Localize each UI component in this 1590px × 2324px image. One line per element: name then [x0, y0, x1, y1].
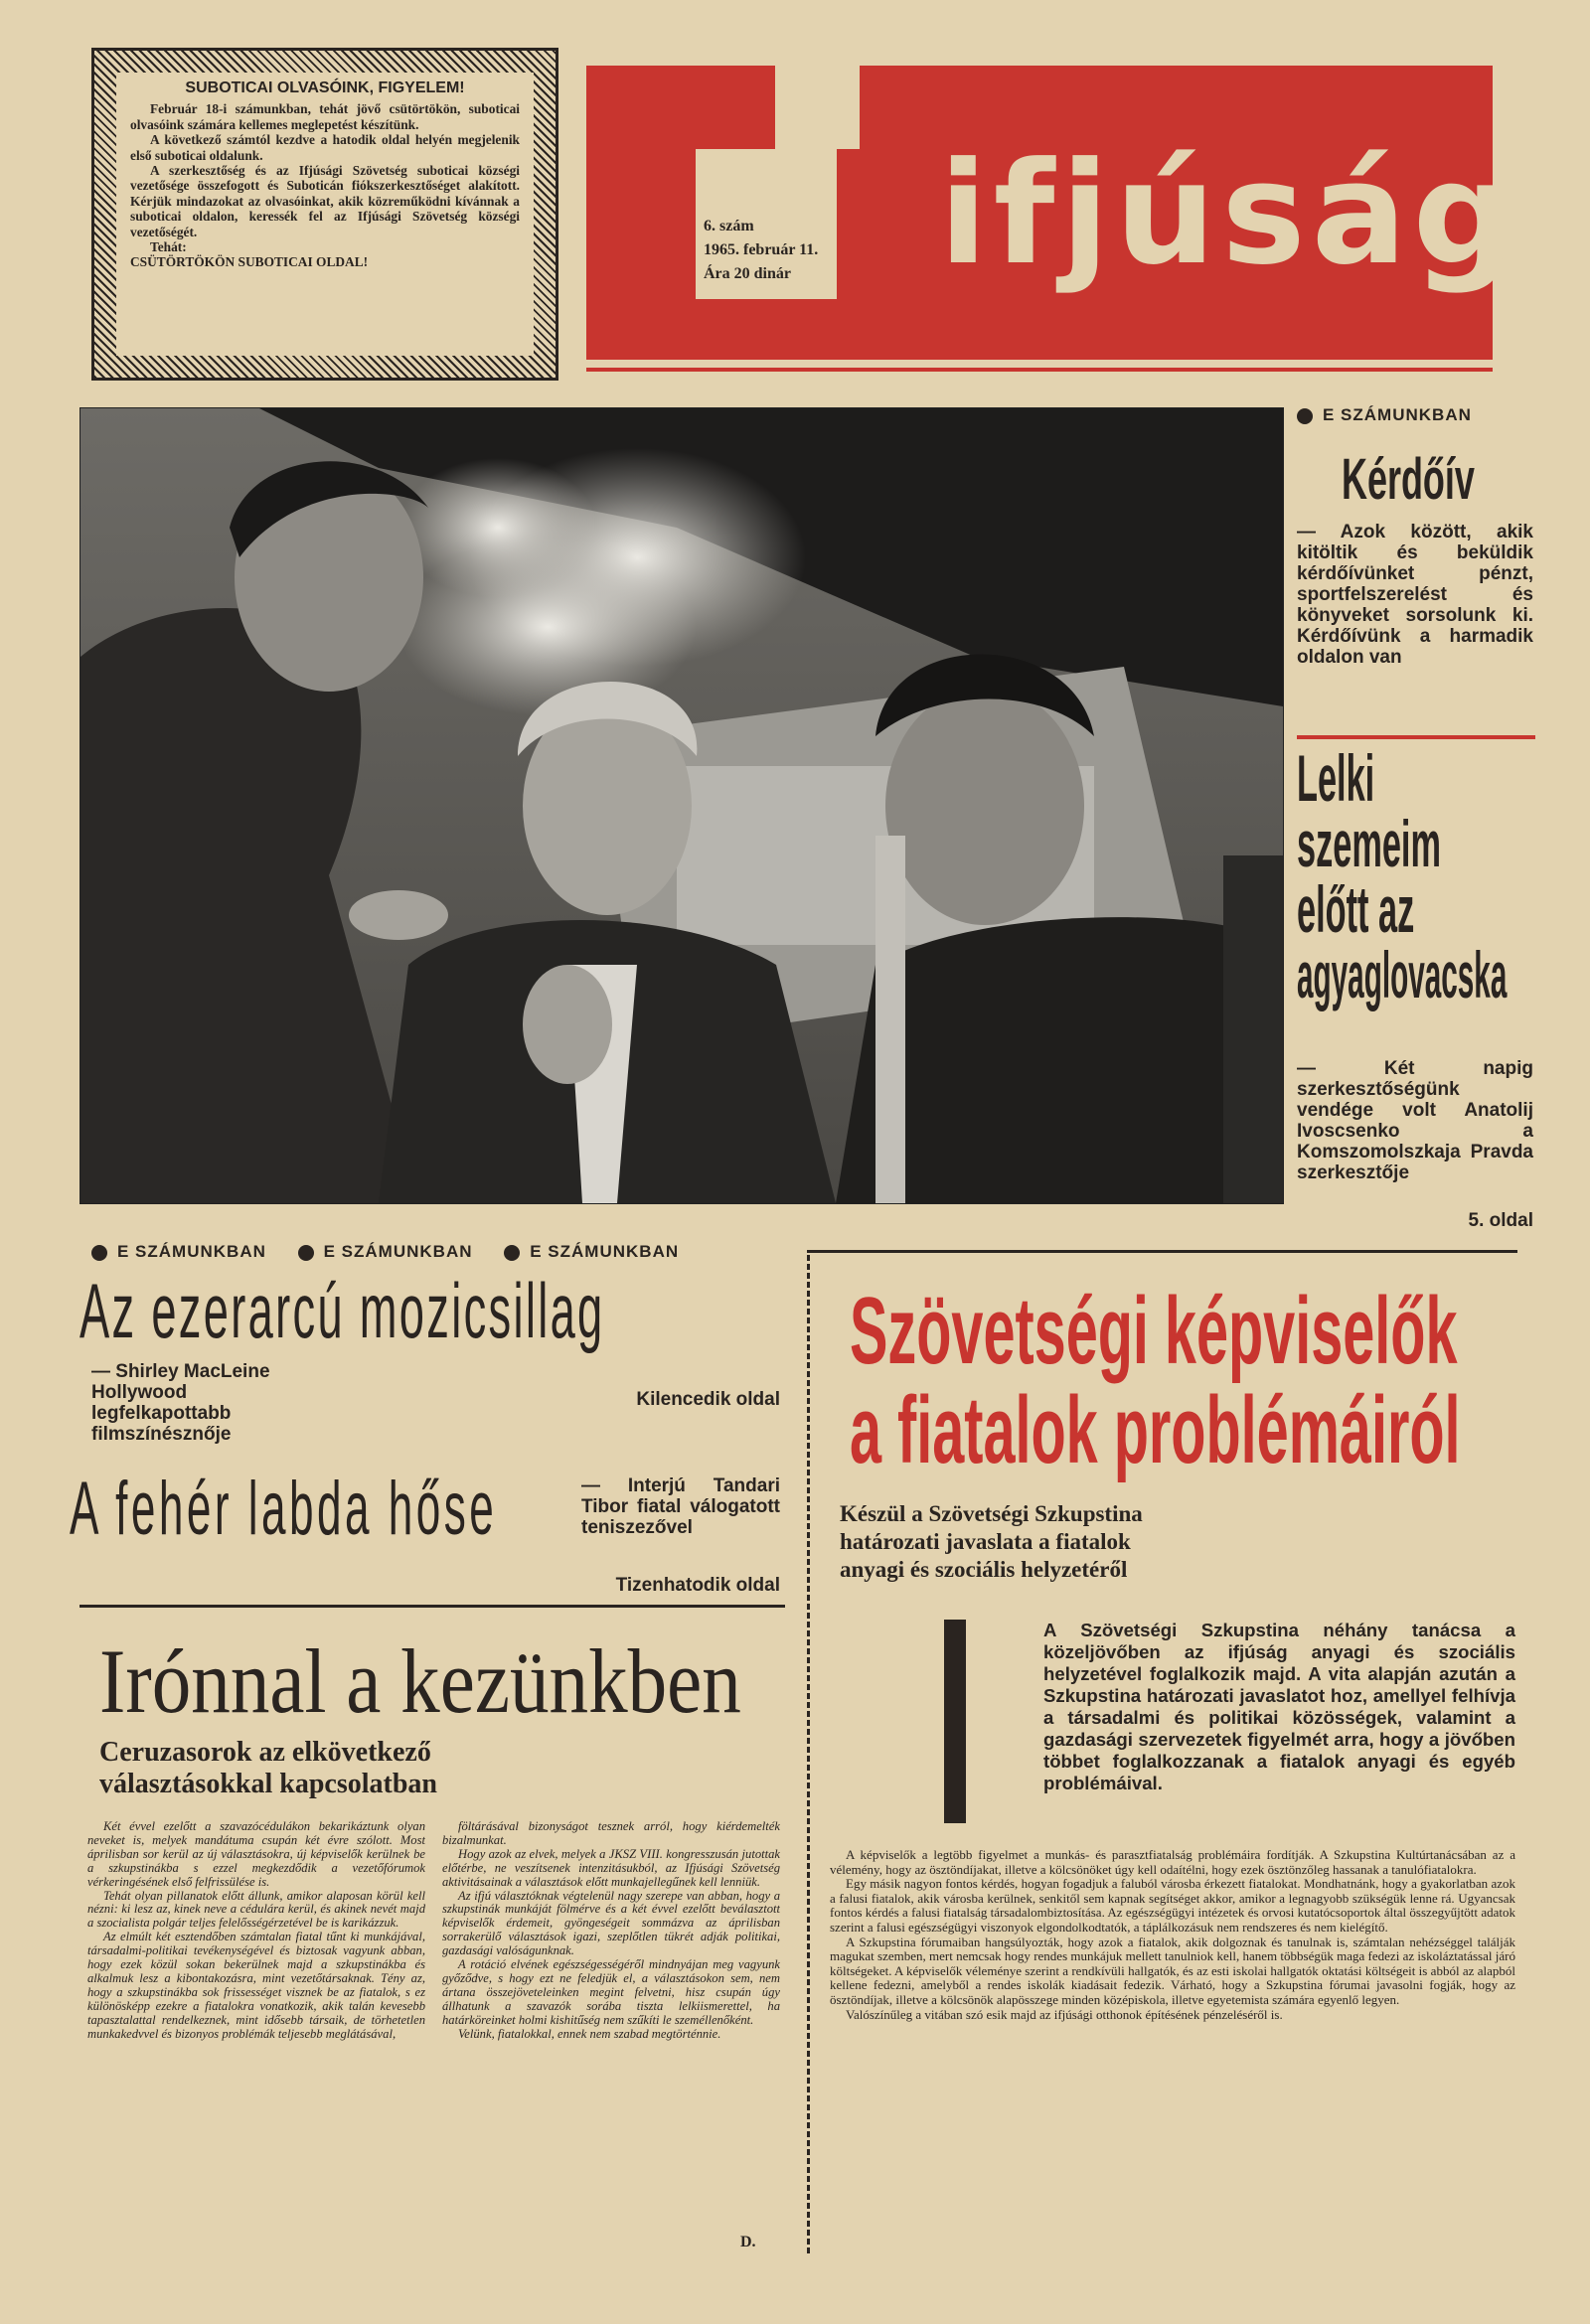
- paragraph: A Szkupstina fórumaiban hangsúlyozták, hogy azok a fiatalok, akik dolgoznak és tanulnak is, számtalan nehézséggel találják magukat szemben, mert nemcsak hogy rendes munkájuk mellett tanulniok kell, hanem többségük maga fedezi az iskoláztatással járó költségeket. A képviselők véleménye szerint a rendkívüli hallgatók, és az esti iskolai hallgatók oktatási költségeit is abból az alapból kellene fedezni, amelyből a rendes iskolák kiadásait fedezik. Várható, hogy a Szkupstina fórumai javasolni fogják, hogy az ösztöndíjak, illetve a kölcsönök alapösszege minden középiskola, illetve egyetemista számára egyenlő legyen.: [830, 1934, 1515, 2007]
- left-article-col1: [87, 1820, 425, 2247]
- paragraph: A rotáció elvének egészségességéről mindnyájan meg vagyunk győződve, s hogy ezt ne feledjük el, a választásokon sem, nem ártana összejöveteleinken megint felvetni, hisz csupán úgy állhatunk a szavazók sorába tiszta lelkiismerettel, ha határköreinket holmi kishitűség nem szűkíti le személlenőként.: [442, 1957, 780, 2027]
- paragraph: Az elmúlt két esztendőben számtalan fiatal tűnt ki munkájával, társadalmi-politikai tevékenységével és biztosak vagyunk abban, hogy ezek közül sokan bekerülnek majd a szkupstinákba és alkalmuk lesz a kibontakozásra, mint vezetőtársaknak. Tény az, hogy a szkupstinákba sok frissességet visznek be az fiatalok, s ez különösképp ezekre a fiatalokra vonatkozik, akik talán kevesebb tapasztalattal rendelkeznek, mint idősebb társaik, de törhetetlen munkakedvvel és bizonyos problémák teljesebb meglátásával,: [87, 1930, 425, 2041]
- front-photo: [80, 407, 1284, 1204]
- notice-paragraph: A következő számtól kezdve a hatodik oldal helyén megjelenik első suboticai oldalunk.: [130, 132, 520, 163]
- teaser1-text: — Shirley MacLeine Hollywood legfelkapottabb filmszínésznője: [91, 1361, 270, 1445]
- sidebar-label: E SZÁMUNKBAN: [1297, 405, 1535, 425]
- right-article-title: Szövetségi képviselők a fiatalok problémáiról: [850, 1278, 1461, 1483]
- masthead-logo: ifjúság: [939, 132, 1520, 296]
- paragraph: Hogy azok az elvek, melyek a JKSZ VIII. kongresszusán jutottak előtérbe, ne veszítsenek intenzitásukból, az Ifjúsági Szövetség aktivitásainak a választások előtt munkajellegűnek kell lenniük.: [442, 1846, 780, 1889]
- left-article-signature: D.: [740, 2234, 756, 2250]
- section-rule: [80, 1605, 785, 1608]
- paragraph: Az ifjú választóknak végtelenül nagy szerepe van abban, hogy a szkupstinák munkáját fölmérve és a két évvel ezelőtt beválasztott képviselők érdemeit, gyöngeségeit sommázva az áprilisban sorrakerülő választások igazi, szeplőtlen tükrét adják politikai, gazdasági valóságunknak.: [442, 1888, 780, 1958]
- bullet-icon: [1297, 408, 1313, 424]
- column-divider: [807, 1250, 810, 2253]
- right-article-subtitle: Készül a Szövetségi Szkupstina határozati javaslata a fiatalok anyagi és szociális helyzetéről: [840, 1501, 1143, 1582]
- sidebar-item1-title: Kérdőív: [1342, 447, 1475, 512]
- paragraph: A képviselők a legtöbb figyelmet a munkás- és parasztfiatalság problémáira fordítják. A Szkupstina Kultúrtanácsában az a vélemény, hogy az ösztöndíjakat, illetve a kölcsönöket úgy kell odaítélni, hogy ezek ösztönzőleg hassanak a tanulófiatalokra.: [830, 1848, 1515, 1877]
- sidebar-red-rule: [1297, 735, 1535, 739]
- right-article-body: [830, 1848, 1515, 2246]
- teaser1-title: Az ezerarcú mozicsillag: [80, 1267, 605, 1354]
- teaser1-page: Kilencedik oldal: [636, 1389, 780, 1410]
- bullet-icon: [504, 1245, 520, 1261]
- notice-paragraph: CSÜTÖRTÖKÖN SUBOTICAI OLDAL!: [130, 254, 369, 270]
- paragraph: Velünk, fiatalokkal, ennek nem szabad megtörténnie.: [458, 2026, 721, 2041]
- photo-three-young-men-smoking: [80, 408, 1283, 1203]
- paragraph: Tehát olyan pillanatok előtt állunk, amikor alaposan körül kell nézni: ki lesz az, kinek neve a cédulára kerül, és akinek nevét majd a szocialista polgár teljes felelősségérzetével be is karikázzuk.: [87, 1888, 425, 1931]
- paragraph: Két évvel ezelőtt a szavazócédulákon bekarikáztunk olyan neveket is, melyek mandátuma csupán két évre szólott. Most áprilisban sor kerül az új választásokra, új képviselők kerülnek be a szkupstinákba s ezzel megkezdődik a vezetőfórumok vérkeringésének első felfrissülése is.: [87, 1820, 425, 1889]
- issue-price: Ára 20 dinár: [704, 265, 791, 282]
- sidebar-item2-text: — Két napig szerkesztőségünk vendége volt Anatolij Ivoscsenko a Komszomolszkaja Pravda szerkesztője: [1297, 1058, 1533, 1183]
- teaser2-text: — Interjú Tandari Tibor fiatal válogatott teniszezővel: [581, 1475, 780, 1538]
- sidebar-item2-page: 5. oldal: [1468, 1210, 1533, 1231]
- notice-paragraph: A szerkesztőség és az Ifjúsági Szövetség suboticai községi vezetősége összefogott és Suboticán fiókszerkesztőséget alakított. Kérjük mindazokat az olvasóinkat, akik közreműködni kívánnak a suboticai oldalon, keressék fel az Ifjúsági Szövetség községi vezetőségét.: [130, 163, 520, 239]
- sidebar-item2-title: Lelki szemeim előtt az agyaglovacska: [1297, 741, 1508, 1011]
- paragraph: föltárásával bizonyságot tesznek arról, hogy kiérdemelték bizalmunkat.: [442, 1820, 780, 1847]
- teaser-labels: E SZÁMUNKBAN E SZÁMUNKBAN E SZÁMUNKBAN: [91, 1242, 787, 1262]
- right-article-lead: A Szövetségi Szkupstina néhány tanácsa a közeljövőben az ifjúság anyagi és szociális helyzetével foglalkozik majd. A vita alapján azután a Szkupstina határozati javaslatot hoz, amellyel felhívja a társadalmi és politikai közösségek, valamint a gazdasági szervezetek figyelmét arra, hogy a jövőben többet foglalkozzanak a fiatalok anyagi és egyéb problémáival.: [1043, 1620, 1515, 1793]
- masthead-rule: [586, 368, 1493, 372]
- issue-number: 6. szám: [704, 218, 754, 234]
- paragraph: Valószínűleg a vitában szó esik majd az ifjúsági otthonok építésének pénzeléséről is.: [846, 2006, 1283, 2022]
- masthead: [586, 66, 1520, 360]
- sidebar-contents: [1297, 405, 1535, 425]
- issue-date: 1965. február 11.: [704, 241, 819, 258]
- bullet-icon: [91, 1245, 107, 1261]
- notice-paragraph: Tehát:: [150, 239, 187, 255]
- left-article-subtitle: Ceruzasorok az elkövetkező választásokkal kapcsolatban: [99, 1737, 437, 1799]
- left-article-col2: [442, 1820, 780, 2233]
- left-article-title: Irónnal a kezünkben: [99, 1630, 741, 1732]
- bullet-icon: [298, 1245, 314, 1261]
- sidebar-item1-text: — Azok között, akik kitöltik és beküldik kérdőívünket pénzt, sportfelszerelést és könyveket sorsolunk ki. Kérdőívünk a harmadik oldalon van: [1297, 522, 1533, 668]
- paragraph: Egy másik nagyon fontos kérdés, hogyan fogadjuk a faluból városba érkezett fiatalokat. Mondhatnánk, hogy a gyakorlatban azok a falusi fiatalok, akik városba kerülnek, senkitől sem kapnak segítséget akkor, amikor a legnagyobb szükségük lenne rá. Ugyancsak fontos kérdés a falusi fiatalság társadalombiztosítása. Az egészségügyi intézetek és orvosi kutatócsoportok által összegyűjtött adatok szerint a falusi egészségügyi viszonyok elgondolkodtatók, a táplálkozásuk nem rendszeres és nem kielégítő.: [830, 1876, 1515, 1935]
- notice-paragraph: Február 18-i számunkban, tehát jövő csütörtökön, suboticai olvasóink számára kellemes meglepetést készítünk.: [130, 101, 520, 132]
- teaser2-page: Tizenhatodik oldal: [615, 1575, 780, 1596]
- teaser2-title: A fehér labda hőse: [70, 1467, 498, 1551]
- right-article-top-rule: [807, 1250, 1517, 1253]
- drop-cap-bar: [944, 1620, 966, 1823]
- issue-info: [704, 215, 833, 286]
- notice-box: [91, 48, 558, 381]
- notice-title: SUBOTICAI OLVASÓINK, FIGYELEM!: [185, 79, 465, 96]
